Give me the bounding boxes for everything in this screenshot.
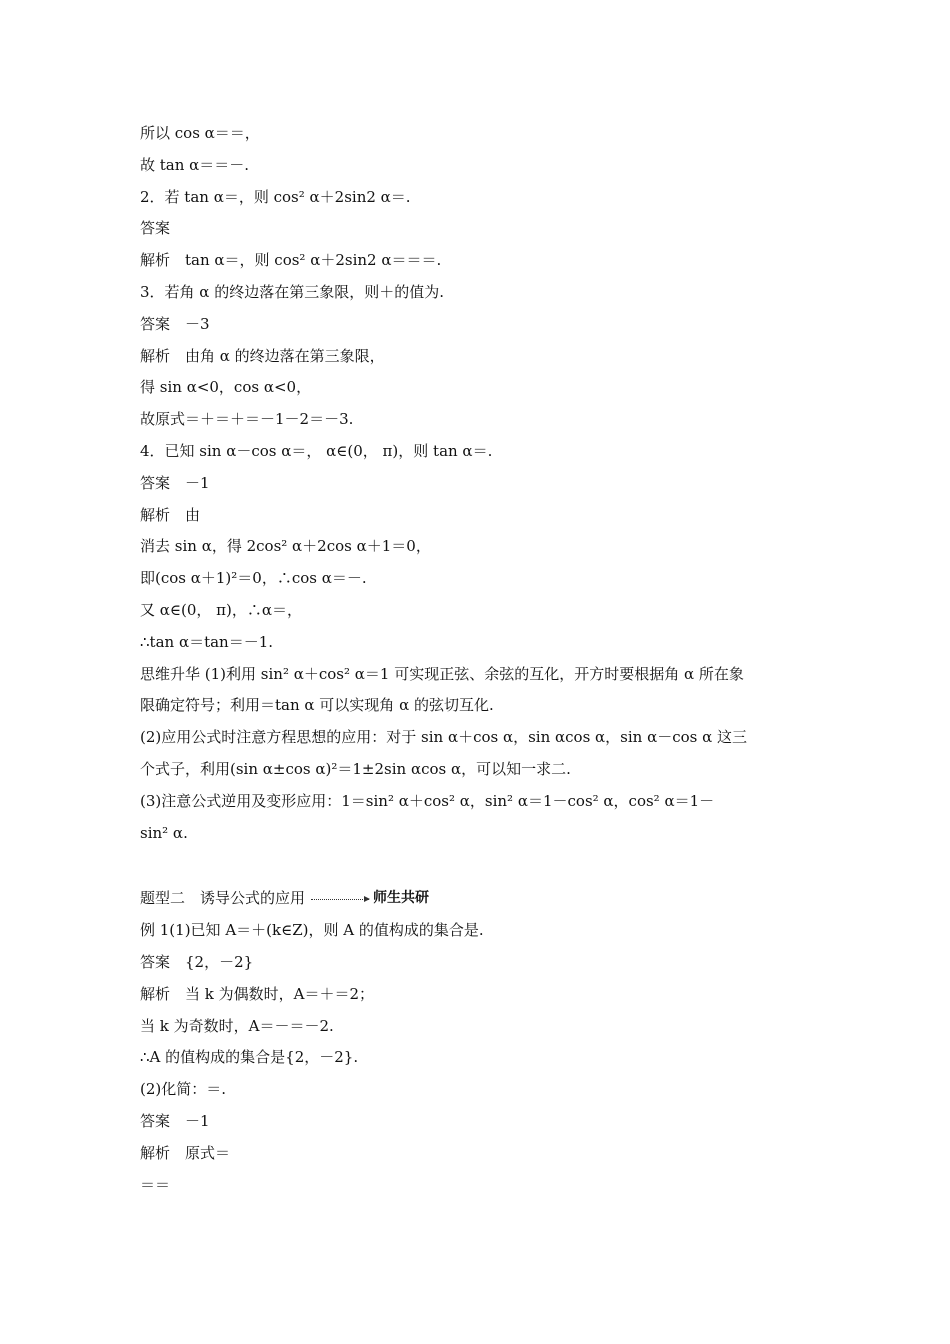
text-line: (2)应用公式时注意方程思想的应用：对于 sin α＋cos α，sin αcos α，sin α－cos α 这三 <box>140 728 748 747</box>
text-line: 解析 tan α＝，则 cos² α＋2sin2 α＝＝＝. <box>140 251 442 270</box>
text-line: 限确定符号；利用＝tan α 可以实现角 α 的弦切互化. <box>140 696 494 715</box>
document-body <box>140 118 820 1201</box>
text-line: 3．若角 α 的终边落在第三象限，则＋的值为. <box>140 282 444 301</box>
text-line: 即(cos α＋1)²＝0，∴cos α＝－. <box>140 569 367 588</box>
text-line: 答案 －1 <box>140 1111 210 1130</box>
text-line: 得 sin α<0，cos α<0， <box>140 378 312 397</box>
text-line: 答案 －3 <box>140 314 210 333</box>
text-block-part1 <box>140 118 820 849</box>
text-line: 解析 由角 α 的终边落在第三象限， <box>140 346 385 365</box>
text-block-part2 <box>140 915 820 1201</box>
text-line: 解析 由 <box>140 505 201 524</box>
text-line: 思维升华 (1)利用 sin² α＋cos² α＝1 可实现正弦、余弦的互化，开方时要根据角 α 所在象 <box>140 664 744 683</box>
text-line: 答案 {2，－2} <box>140 952 254 971</box>
text-line: ＝＝ <box>140 1175 171 1194</box>
section-spacer <box>140 849 820 883</box>
text-line: 答案 －1 <box>140 473 210 492</box>
text-line: 4．已知 sin α－cos α＝， α∈(0， π)，则 tan α＝. <box>140 441 493 460</box>
arrow-right-icon <box>311 899 369 900</box>
text-line: sin² α. <box>140 823 188 842</box>
section-heading <box>140 883 820 915</box>
text-line: 解析 原式＝ <box>140 1143 231 1162</box>
section-title: 题型二 诱导公式的应用 <box>140 889 306 908</box>
text-line: ∴A 的值构成的集合是{2，－2}. <box>140 1048 359 1067</box>
text-line: ∴tan α＝tan＝－1. <box>140 632 274 651</box>
text-line: (3)注意公式逆用及变形应用：1＝sin² α＋cos² α，sin² α＝1－cos² α，cos² α＝1－ <box>140 791 715 810</box>
text-line: 故原式＝＋＝＋＝－1－2＝－3. <box>140 410 354 429</box>
text-line: 消去 sin α，得 2cos² α＋2cos α＋1＝0， <box>140 537 431 556</box>
text-line: 答案 <box>140 219 171 238</box>
text-line: (2)化简：＝. <box>140 1080 227 1099</box>
text-line: 当 k 为奇数时，A＝－＝－2. <box>140 1016 334 1035</box>
section-tag: 师生共研 <box>373 890 430 907</box>
text-line: 故 tan α＝＝－. <box>140 155 250 174</box>
text-line: 2．若 tan α＝，则 cos² α＋2sin2 α＝. <box>140 187 411 206</box>
text-line: 例 1(1)已知 A＝＋(k∈Z)，则 A 的值构成的集合是. <box>140 921 484 940</box>
text-line: 又 α∈(0， π)，∴α＝， <box>140 600 303 619</box>
text-line: 个式子，利用(sin α±cos α)²＝1±2sin αcos α，可以知一求二. <box>140 759 571 778</box>
text-line: 所以 cos α＝＝， <box>140 124 260 142</box>
text-line: 解析 当 k 为偶数时，A＝＋＝2； <box>140 984 375 1003</box>
